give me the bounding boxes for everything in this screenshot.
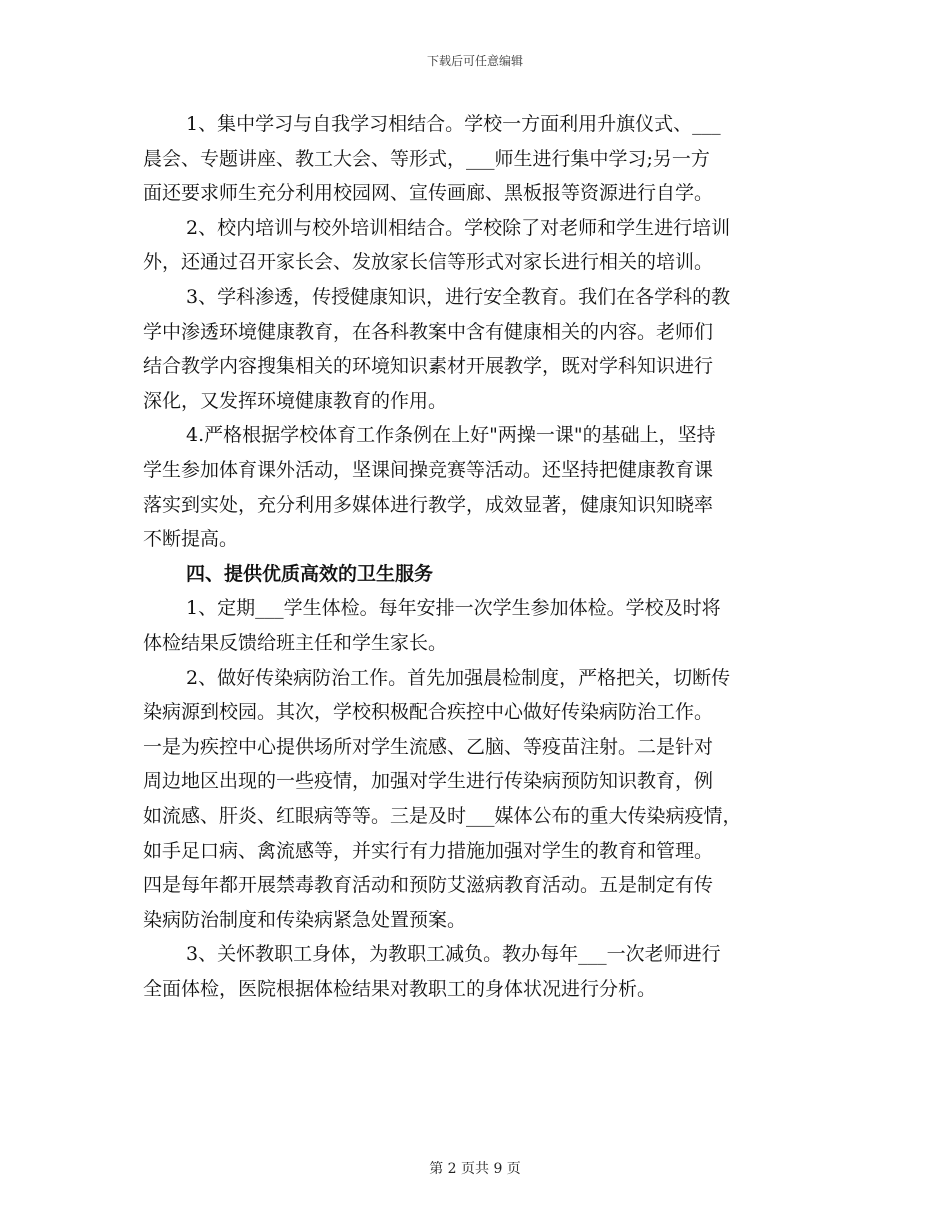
text-line: 2、做好传染病防治工作。首先加强晨检制度，严格把关，切断传 (186, 667, 731, 689)
text-line: 一是为疾控中心提供场所对学生流感、乙脑、等疫苗注射。二是针对 (143, 736, 714, 758)
text-line: 外，还通过召开家长会、发放家长信等形式对家长进行相关的培训。 (143, 251, 714, 273)
text-line: 1、定期___学生体检。每年安排一次学生参加体检。学校及时将 (186, 597, 721, 619)
text-line: 染病防治制度和传染病紧急处置预案。 (143, 909, 467, 931)
text-line: 如流感、肝炎、红眼病等等。三是及时___媒体公布的重大传染病疫情， (143, 805, 742, 827)
text-line: 4.严格根据学校体育工作条例在上好"两操一课"的基础上，坚持 (186, 424, 716, 446)
page-header: 下载后可任意编辑 (426, 54, 523, 68)
text-line: 落实到实处，充分利用多媒体进行教学，成效显著，健康知识知晓率 (143, 494, 714, 516)
text-line: 全面体检，医院根据体检结果对教职工的身体状况进行分析。 (143, 978, 657, 1000)
text-line: 体检结果反馈给班主任和学生家长。 (143, 632, 448, 654)
text-line: 学生参加体育课外活动，坚课间操竞赛等活动。还坚持把健康教育课 (143, 459, 714, 481)
text-line: 染病源到校园。其次，学校积极配合疾控中心做好传染病防治工作。 (143, 701, 714, 723)
text-line: 如手足口病、禽流感等，并实行有力措施加强对学生的教育和管理。 (143, 840, 714, 862)
text-line: 3、学科渗透，传授健康知识，进行安全教育。我们在各学科的教 (186, 286, 731, 308)
text-line: 3、关怀教职工身体，为教职工减负。教办每年___一次老师进行 (186, 943, 721, 965)
text-line: 面还要求师生充分利用校园网、宣传画廊、黑板报等资源进行自学。 (143, 182, 714, 204)
text-line: 周边地区出现的一些疫情，加强对学生进行传染病预防知识教育，例 (143, 770, 714, 792)
page-footer: 第 2 页共 9 页 (429, 1161, 521, 1177)
text-line: 不断提高。 (143, 528, 239, 550)
text-line: 1、集中学习与自我学习相结合。学校一方面利用升旗仪式、___ (186, 113, 721, 135)
text-line: 2、校内培训与校外培训相结合。学校除了对老师和学生进行培训 (186, 217, 731, 239)
text-line: 结合教学内容搜集相关的环境知识素材开展教学，既对学科知识进行 (143, 355, 714, 377)
text-line: 深化，又发挥环境健康教育的作用。 (143, 390, 448, 412)
text-line: 学中渗透环境健康教育，在各科教案中含有健康相关的内容。老师们 (143, 321, 714, 343)
text-line: 四是每年都开展禁毒教育活动和预防艾滋病教育活动。五是制定有传 (143, 874, 714, 896)
section-heading: 四、提供优质高效的卫生服务 (186, 563, 434, 585)
text-line: 晨会、专题讲座、教工大会、等形式，___师生进行集中学习;另一方 (143, 148, 710, 170)
